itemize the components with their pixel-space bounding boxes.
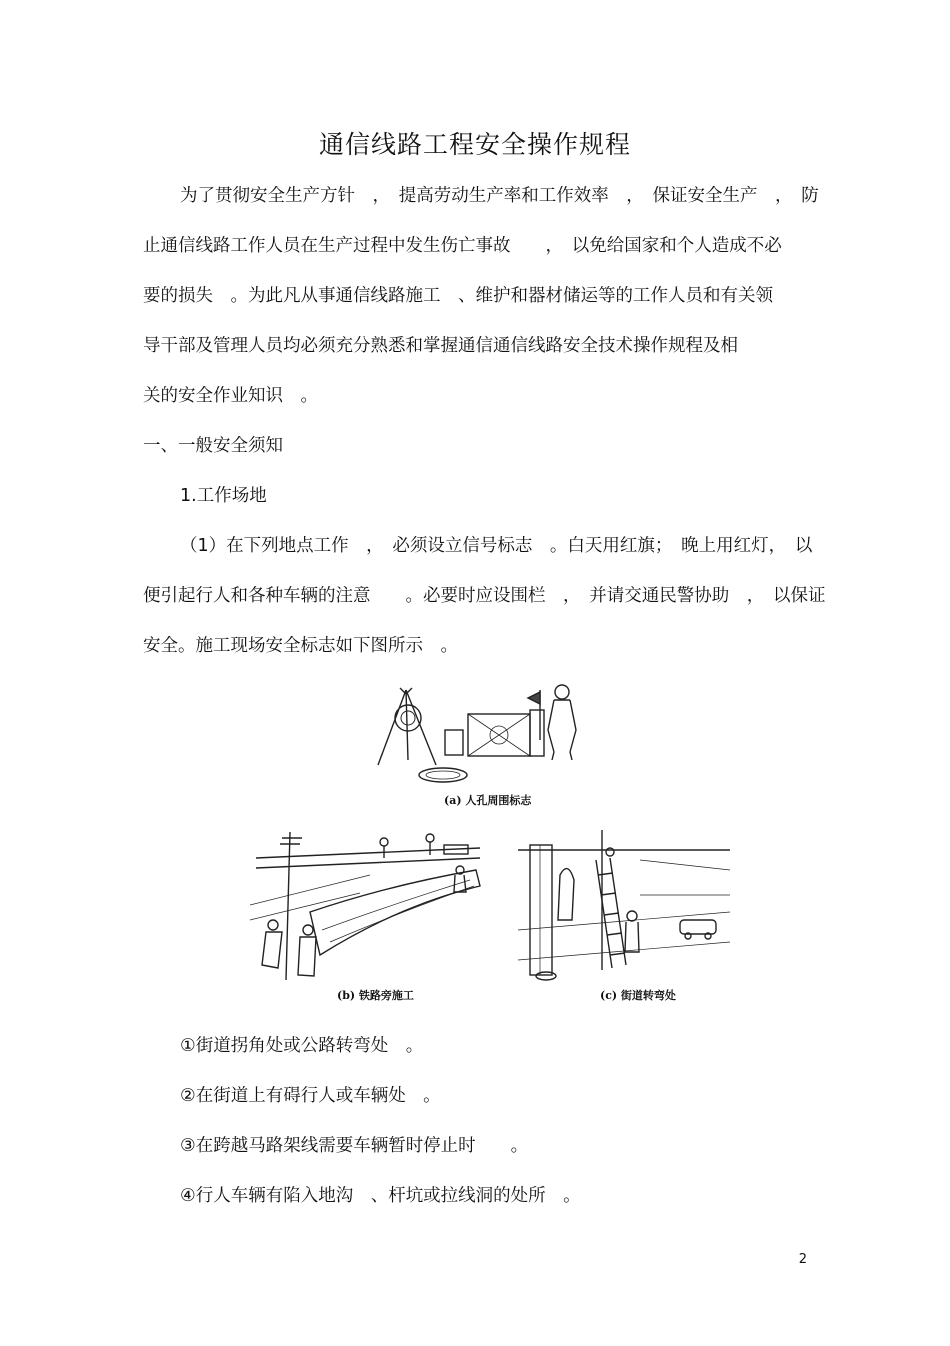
flagman-drawing <box>528 685 576 760</box>
figure-caption-b: (b) 铁路旁施工 <box>337 989 414 1002</box>
tripod-sign-drawing <box>378 688 467 782</box>
figure-caption-c: (c) 街道转弯处 <box>600 989 676 1002</box>
safety-sign-figure <box>250 680 740 1010</box>
figure-caption-a: (a) 人孔周围标志 <box>444 794 532 807</box>
railway-scene-drawing <box>250 832 480 980</box>
barrier-drawing <box>445 710 544 756</box>
para-line-1: （1）在下列地点工作 ， 必须设立信号标志 。白天用红旗； 晚上用红灯， 以 <box>180 536 813 556</box>
intro-line-5: 关的安全作业知识 。 <box>143 386 318 406</box>
list-item-2: ②在街道上有碍行人或车辆处 。 <box>180 1086 441 1106</box>
intro-line-4: 导干部及管理人员均必须充分熟悉和掌握通信通信线路安全技术操作规程及相 <box>143 336 738 356</box>
page-title: 通信线路工程安全操作规程 <box>318 130 631 159</box>
intro-line-1: 为了贯彻安全生产方针 ， 提高劳动生产率和工作效率 ， 保证安全生产 ， 防 <box>180 186 819 206</box>
intro-line-2: 止通信线路工作人员在生产过程中发生伤亡事故 ， 以免给国家和个人造成不必 <box>143 236 782 256</box>
safety-sign-illustration <box>250 680 740 1010</box>
para-line-2: 便引起行人和各种车辆的注意 。必要时应设围栏 ， 并请交通民警协助 ， 以保证 <box>143 586 826 606</box>
list-item-3: ③在跨越马路架线需要车辆暂时停止时 。 <box>180 1136 529 1156</box>
page-number: 2 <box>798 1252 807 1267</box>
list-item-1: ①街道拐角处或公路转弯处 。 <box>180 1036 424 1056</box>
para-line-3: 安全。施工现场安全标志如下图所示 。 <box>143 636 458 656</box>
subsection-heading: 1.工作场地 <box>180 486 267 506</box>
intro-line-3: 要的损失 。为此凡从事通信线路施工 、维护和器材储运等的工作人员和有关领 <box>143 286 773 306</box>
street-corner-scene-drawing <box>518 830 730 980</box>
section-heading: 一、一般安全须知 <box>143 436 283 456</box>
list-item-4: ④行人车辆有陷入地沟 、杆坑或拉线洞的处所 。 <box>180 1186 581 1206</box>
